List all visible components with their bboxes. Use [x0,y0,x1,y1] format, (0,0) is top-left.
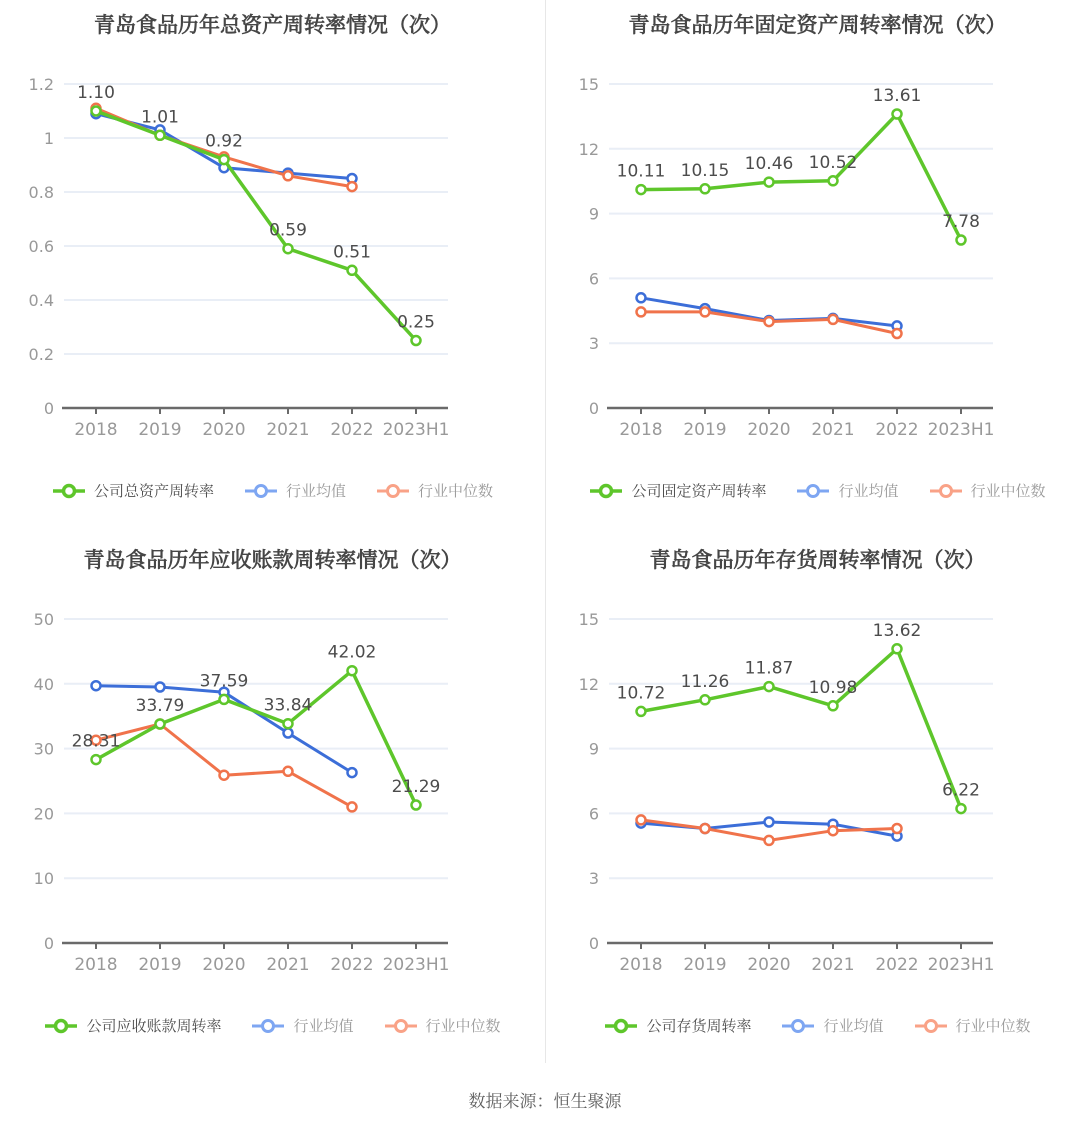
data-point-company [893,110,902,119]
line-chart-plot [545,42,1090,442]
line-chart-plot [0,577,545,977]
data-label: 1.01 [141,107,179,128]
data-point-median [829,315,838,324]
x-tick-label: 2018 [619,955,663,975]
data-point-company [957,804,966,813]
data-label: 11.87 [744,658,794,679]
chart-legend [44,1015,500,1036]
x-tick-label: 2022 [875,420,919,440]
legend-label: 公司总资产周转率 [93,482,214,500]
data-label: 7.78 [942,212,980,232]
chart-title: 青岛食品历年固定资产周转率情况（次） [628,13,1007,37]
data-label: 13.62 [872,620,922,641]
data-point-company [92,755,101,764]
chart-title: 青岛食品历年应收账款周转率情况（次） [83,548,462,572]
y-tick-label: 9 [588,739,599,759]
data-label: 10.52 [808,152,858,173]
y-tick-label: 40 [33,674,54,694]
data-point-company [156,720,165,729]
y-tick-label: 0 [43,934,54,953]
legend-item-median[interactable] [384,1015,501,1036]
legend-marker-median-icon [376,483,410,499]
x-tick-label: 2023H1 [927,420,995,440]
y-tick-label: 3 [588,869,599,889]
column-divider [545,0,546,1063]
data-label: 0.92 [205,131,243,152]
chart-title: 青岛食品历年存货周转率情况（次） [649,548,986,572]
legend-item-avg[interactable] [781,1015,883,1036]
data-label: 33.79 [135,696,185,716]
data-point-median [765,836,774,845]
y-tick-label: 3 [588,334,599,354]
data-label: 10.15 [680,160,730,181]
data-point-median [637,815,646,824]
x-tick-label: 2018 [74,955,118,975]
chart-legend [589,480,1045,501]
data-label: 10.11 [616,161,666,182]
data-point-avg [284,729,293,738]
chart-legend [604,1015,1030,1036]
legend-label: 行业中位数 [425,1017,501,1035]
y-tick-label: 0.4 [28,291,54,310]
x-tick-label: 2021 [811,420,855,440]
data-point-company [765,682,774,691]
data-label: 10.46 [744,154,794,175]
data-point-median [701,307,710,316]
data-point-company [829,176,838,185]
legend-marker-median-icon [914,1018,948,1034]
data-point-company [284,719,293,728]
data-point-median [348,182,357,191]
chart-legend [52,480,493,501]
data-label: 33.84 [263,695,313,716]
legend-marker-company-icon [604,1018,638,1034]
data-label: 10.72 [616,683,666,704]
data-label: 28.31 [71,731,121,752]
y-tick-label: 0.6 [28,237,54,256]
legend-marker-company-icon [52,483,86,499]
legend-label: 行业中位数 [418,482,494,500]
legend-marker-avg-icon [251,1018,285,1034]
data-label: 13.61 [872,86,922,106]
data-point-company [893,644,902,653]
x-tick-label: 2019 [138,420,182,440]
legend-item-avg[interactable] [244,480,346,501]
data-point-avg [637,293,646,302]
data-point-company [348,266,357,275]
legend-label: 行业中位数 [955,1017,1031,1035]
x-tick-label: 2023H1 [382,955,450,975]
x-tick-label: 2020 [747,420,791,440]
data-label: 0.59 [269,220,307,241]
legend-label: 行业均值 [838,482,899,500]
x-tick-label: 2019 [683,955,727,975]
data-point-company [348,666,357,675]
y-tick-label: 0 [588,934,599,953]
x-tick-label: 2018 [619,420,663,440]
legend-label: 行业均值 [293,1017,354,1035]
data-point-median [284,171,293,180]
data-point-median [284,767,293,776]
data-point-avg [765,818,774,827]
series-line-company [96,111,416,341]
data-label: 1.10 [77,83,115,103]
series-line-company [96,671,416,805]
data-point-company [220,155,229,164]
data-source-note: 数据来源：恒生聚源 [468,1092,622,1112]
data-point-company [284,244,293,253]
x-tick-label: 2022 [330,420,374,440]
y-tick-label: 9 [588,204,599,224]
data-label: 10.98 [808,677,858,698]
x-tick-label: 2021 [266,420,310,440]
data-point-company [637,185,646,194]
y-tick-label: 6 [588,269,599,289]
line-chart-plot [545,577,1090,977]
data-label: 0.51 [333,242,371,263]
y-tick-label: 0.2 [28,345,54,364]
legend-marker-avg-icon [781,1018,815,1034]
data-label: 21.29 [391,777,441,797]
data-label: 0.25 [397,312,435,333]
data-point-median [893,329,902,338]
legend-marker-median-icon [929,483,963,499]
y-tick-label: 20 [33,804,54,824]
y-tick-label: 12 [578,674,599,694]
data-point-company [765,178,774,187]
y-tick-label: 1 [43,129,54,148]
x-tick-label: 2020 [202,420,246,440]
data-point-company [701,695,710,704]
y-tick-label: 15 [578,610,599,629]
data-point-avg [348,768,357,777]
legend-item-company[interactable] [604,1015,751,1036]
legend-item-median[interactable] [914,1015,1031,1036]
legend-item-company[interactable] [52,480,214,501]
x-tick-label: 2019 [683,420,727,440]
x-tick-label: 2023H1 [927,955,995,975]
legend-label: 公司应收账款周转率 [86,1017,222,1035]
legend-label: 公司存货周转率 [646,1017,752,1035]
data-point-company [156,131,165,140]
legend-marker-avg-icon [244,483,278,499]
legend-label: 行业均值 [285,482,346,500]
data-label: 6.22 [942,780,980,801]
data-label: 11.26 [680,671,730,692]
data-point-median [893,824,902,833]
x-tick-label: 2020 [202,955,246,975]
line-chart-plot [0,42,545,442]
legend-marker-median-icon [384,1018,418,1034]
data-point-median [220,771,229,780]
legend-marker-avg-icon [796,483,830,499]
data-point-median [637,307,646,316]
y-tick-label: 0 [588,399,599,418]
x-tick-label: 2019 [138,955,182,975]
y-tick-label: 10 [33,869,54,889]
legend-item-median[interactable] [929,480,1046,501]
data-point-company [412,801,421,810]
data-point-avg [156,683,165,692]
data-point-company [92,107,101,116]
legend-item-company[interactable] [589,480,766,501]
y-tick-label: 12 [578,139,599,159]
chart-cell-total-asset-turnover [0,0,545,535]
data-point-company [957,236,966,245]
data-point-company [220,695,229,704]
y-tick-label: 0 [43,399,54,418]
legend-label: 公司固定资产周转率 [631,482,767,500]
chart-cell-inventory-turnover [545,535,1090,1070]
x-tick-label: 2021 [811,955,855,975]
x-tick-label: 2021 [266,955,310,975]
y-tick-label: 1.2 [28,75,54,94]
data-point-company [637,707,646,716]
data-point-median [829,826,838,835]
data-point-company [829,701,838,710]
chart-cell-receivables-turnover [0,535,545,1070]
y-tick-label: 0.8 [28,183,54,202]
x-tick-label: 2018 [74,420,118,440]
data-label: 42.02 [327,642,377,663]
chart-cell-fixed-asset-turnover [545,0,1090,535]
legend-item-company[interactable] [44,1015,221,1036]
data-point-median [765,317,774,326]
data-point-avg [92,681,101,690]
data-point-company [701,184,710,193]
data-label: 37.59 [199,671,249,692]
y-tick-label: 30 [33,739,54,759]
data-point-company [412,336,421,345]
legend-label: 行业均值 [823,1017,884,1035]
legend-marker-company-icon [589,483,623,499]
x-tick-label: 2020 [747,955,791,975]
x-tick-label: 2022 [330,955,374,975]
legend-item-avg[interactable] [251,1015,353,1036]
legend-item-median[interactable] [376,480,493,501]
y-tick-label: 50 [33,610,54,629]
chart-title: 青岛食品历年总资产周转率情况（次） [94,13,451,37]
legend-label: 行业中位数 [970,482,1046,500]
y-tick-label: 15 [578,75,599,94]
x-tick-label: 2023H1 [382,420,450,440]
data-point-median [348,802,357,811]
x-tick-label: 2022 [875,955,919,975]
legend-marker-company-icon [44,1018,78,1034]
y-tick-label: 6 [588,804,599,824]
data-point-median [701,824,710,833]
legend-item-avg[interactable] [796,480,898,501]
